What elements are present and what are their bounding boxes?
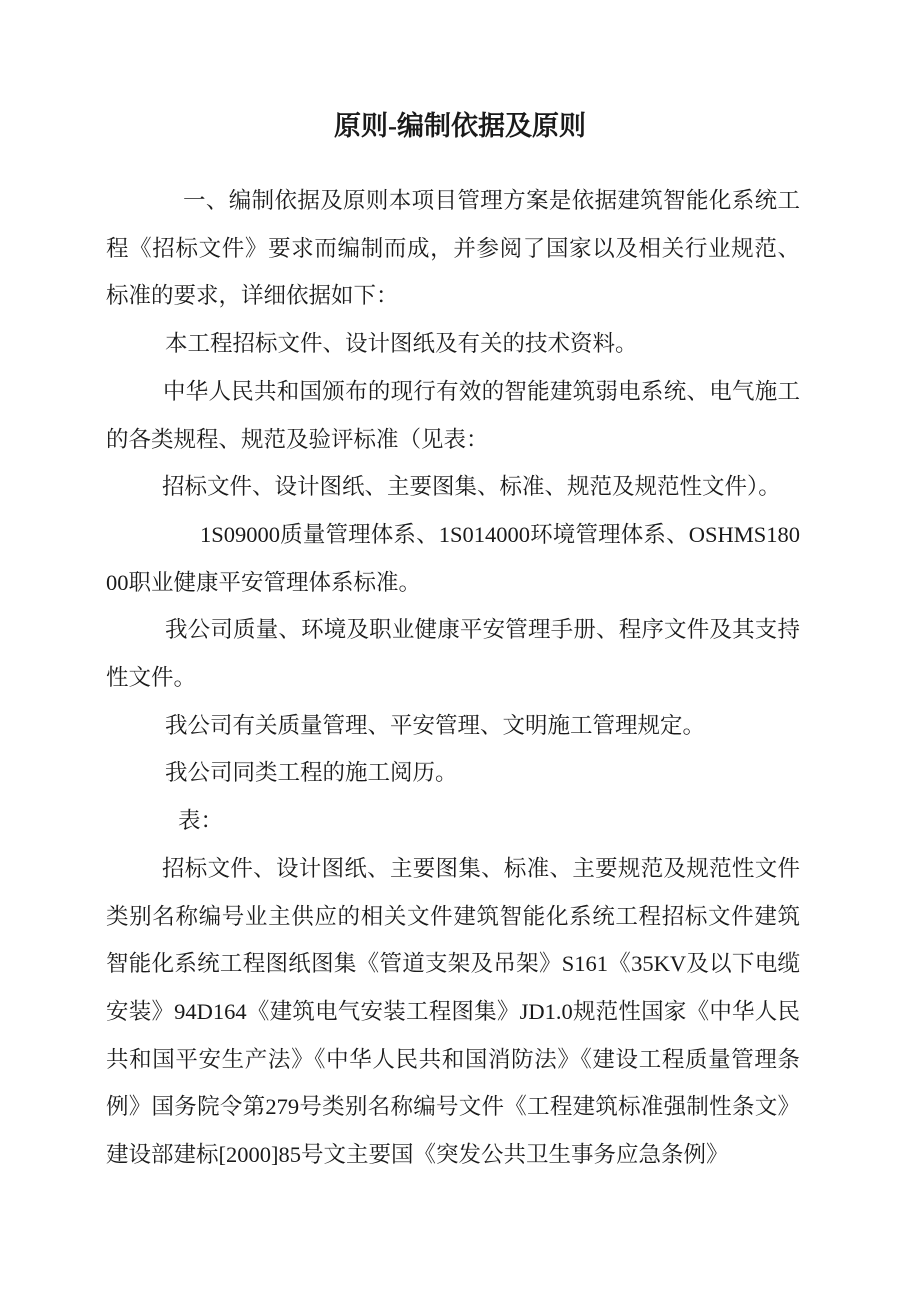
paragraph-company-manuals: 我公司质量、环境及职业健康平安管理手册、程序文件及其支持性文件。 bbox=[106, 617, 800, 691]
paragraph-basis-intro: 一、编制依据及原则本项目管理方案是依据建筑智能化系统工程《招标文件》要求而编制而成，并参阅了国家以及相关行业规范、标准的要求，详细依据如下： bbox=[106, 188, 800, 309]
document-title: 原则-编制依据及原则 bbox=[334, 111, 586, 141]
paragraph-normative-files: 招标文件、设计图纸、主要图集、标准、规范及规范性文件）。 bbox=[162, 474, 781, 500]
paragraph-table-content: 招标文件、设计图纸、主要图集、标准、主要规范及规范性文件类别名称编号业主供应的相关文件建筑智能化系统工程招标文件建筑智能化系统工程图纸图集《管道支架及吊架》S161《35KV及以下电缆安装》94D164《建筑电气安装工程图集》JD1.0规范性国家《中华人民共和国平安生产法》《中华人民共和国消防法》《建设工程质量管理条例》国务院令第279号类别名称编号文件《工程建筑标准强制性条文》建设部建标[2000]85号文主要国《突发公共卫生事务应急条例》 bbox=[106, 855, 800, 1168]
paragraph-company-experience: 我公司同类工程的施工阅历。 bbox=[165, 760, 458, 786]
paragraph-iso-systems: 1S09000质量管理体系、1S014000环境管理体系、OSHMS18000职业健康平安管理体系标准。 bbox=[106, 521, 800, 595]
paragraph-table-label: 表： bbox=[178, 808, 224, 834]
document-body bbox=[106, 177, 800, 1179]
paragraph-company-regulations: 我公司有关质量管理、平安管理、文明施工管理规定。 bbox=[165, 712, 706, 738]
paragraph-national-standards: 中华人民共和国颁布的现行有效的智能建筑弱电系统、电气施工的各类规程、规范及验评标准（见表： bbox=[106, 378, 800, 452]
paragraph-tender-docs: 本工程招标文件、设计图纸及有关的技术资料。 bbox=[165, 331, 638, 357]
